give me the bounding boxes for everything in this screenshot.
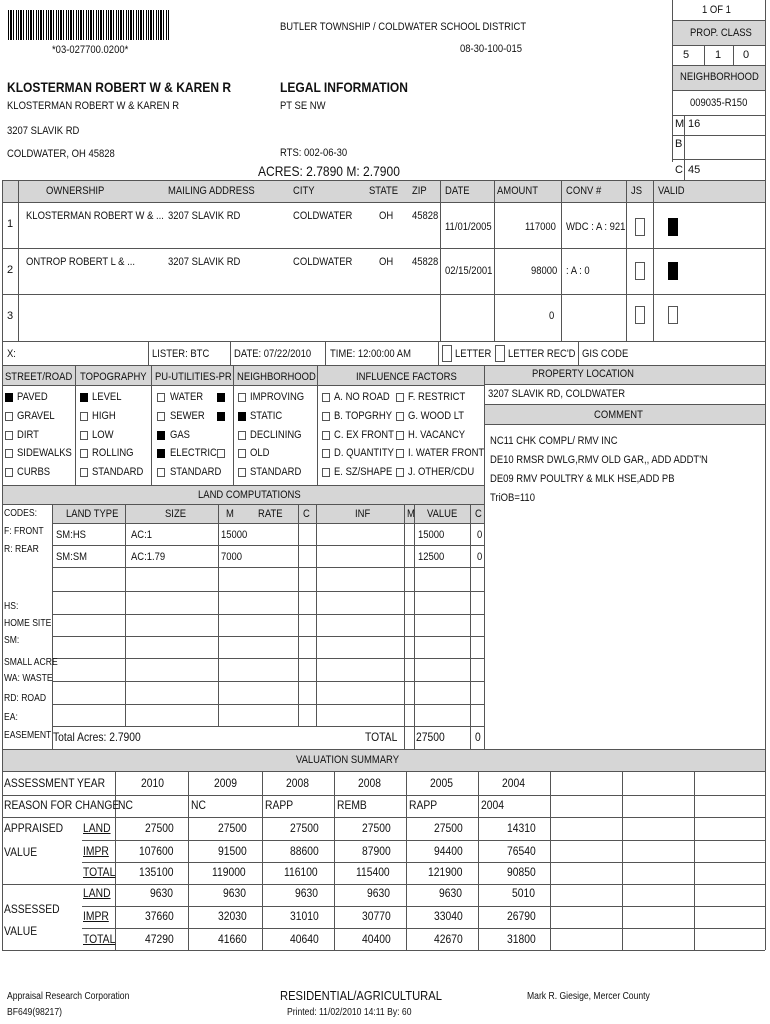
valuation-summary-title: VALUATION SUMMARY: [296, 754, 400, 766]
static-checkbox[interactable]: [238, 412, 246, 421]
printed-info: Printed: 11/02/2010 14:11 By: 60: [287, 1007, 412, 1018]
rolling-checkbox[interactable]: [80, 449, 88, 458]
land-m-cell: 15000: [221, 529, 248, 541]
owner-name-heading: KLOSTERMAN ROBERT W & KAREN R: [7, 79, 232, 95]
assessed-impr-label: IMPR: [83, 909, 109, 923]
county-auditor: Mark R. Giesige, Mercer County: [527, 991, 650, 1002]
assessed-total-cell: 31800: [507, 932, 536, 946]
assessed-total-cell: 47290: [145, 932, 174, 946]
zip-cell: 45828: [412, 210, 439, 222]
c-label: C: [675, 164, 683, 176]
water-label: WATER: [170, 391, 204, 403]
water-pu-checkbox[interactable]: [157, 393, 165, 402]
valid-checkbox[interactable]: [668, 218, 678, 236]
assessed-label: ASSESSED: [4, 902, 60, 916]
header-zip: ZIP: [412, 185, 427, 197]
assessed-land-cell: 5010: [512, 886, 535, 900]
reason-cell: RAPP: [409, 798, 438, 812]
reason-cell: REMB: [337, 798, 367, 812]
form-number: BF649(98217): [7, 1007, 62, 1018]
topgrhy-label: B. TOPGRHY: [334, 410, 393, 422]
assessed-land-cell: 9630: [295, 886, 318, 900]
assessed-land-label: LAND: [83, 886, 111, 900]
appraised-land-cell: 27500: [145, 821, 174, 835]
year-cell: 2005: [430, 776, 453, 790]
conv-cell: WDC : A : 921: [566, 221, 626, 233]
util-standard-label: STANDARD: [170, 466, 222, 478]
assessed-total-cell: 40640: [290, 932, 319, 946]
list-time: TIME: 12:00:00 AM: [330, 348, 411, 360]
assessed-land-cell: 9630: [439, 886, 462, 900]
appraised-total-cell: 135100: [139, 865, 174, 879]
date-cell: 11/01/2005: [445, 221, 492, 233]
code-rear: R: REAR: [4, 544, 39, 555]
assessed-land-cell: 9630: [367, 886, 390, 900]
header-state: STATE: [369, 185, 399, 197]
reason-cell: 2004: [481, 798, 504, 812]
declining-label: DECLINING: [250, 429, 302, 441]
appraised-land-label: LAND: [83, 821, 111, 835]
property-type: RESIDENTIAL/AGRICULTURAL: [280, 988, 442, 1003]
valid-checkbox[interactable]: [668, 262, 678, 280]
property-location-title: PROPERTY LOCATION: [532, 368, 634, 380]
topo-standard-label: STANDARD: [92, 466, 144, 478]
topography-title: TOPOGRAPHY: [80, 371, 147, 383]
land-computations-title: LAND COMPUTATIONS: [198, 489, 301, 501]
b-label: B: [675, 138, 683, 150]
neighborhood-code: 009035-R150: [690, 97, 748, 109]
no-road-checkbox[interactable]: [322, 393, 330, 402]
comment-line: TriOB=110: [490, 492, 535, 504]
page-number: 1 OF 1: [702, 4, 731, 16]
reason-cell: NC: [118, 798, 133, 812]
appraised-total-cell: 90850: [507, 865, 536, 879]
low-checkbox[interactable]: [80, 431, 88, 440]
water-pr-checkbox[interactable]: [217, 393, 225, 402]
comment-line: DE09 RMV POULTRY & MLK HSE,ADD PB: [490, 473, 675, 485]
vacancy-checkbox[interactable]: [396, 431, 404, 440]
assessed-impr-cell: 33040: [434, 909, 463, 923]
nbhd-standard-checkbox[interactable]: [238, 468, 246, 477]
land-type-cell: SM:HS: [56, 529, 86, 541]
header-ownership: OWNERSHIP: [46, 185, 105, 197]
land-size-cell: AC:1: [131, 529, 153, 541]
reason-for-change-label: REASON FOR CHANGE: [4, 798, 120, 812]
appraised-land-cell: 27500: [362, 821, 391, 835]
valid-checkbox[interactable]: [668, 306, 678, 324]
dirt-checkbox[interactable]: [5, 431, 13, 440]
barcode-text: *03-027700.0200*: [52, 44, 129, 56]
paved-label: PAVED: [17, 391, 48, 403]
letter-recd-label: LETTER REC'D: [508, 348, 576, 360]
zip-cell: 45828: [412, 256, 439, 268]
code-ea: EA:: [4, 712, 18, 723]
reason-cell: NC: [191, 798, 206, 812]
assessed-impr-cell: 26790: [507, 909, 536, 923]
declining-checkbox[interactable]: [238, 431, 246, 440]
address-cell: 3207 SLAVIK RD: [168, 256, 241, 268]
code-hs: HS:: [4, 601, 19, 612]
vacancy-label: H. VACANCY: [408, 429, 466, 441]
ex-front-label: C. EX FRONT: [334, 429, 394, 441]
owner-city: COLDWATER, OH 45828: [7, 148, 115, 160]
prop-class-2: 1: [715, 49, 722, 61]
owner-address: 3207 SLAVIK RD: [7, 125, 80, 137]
influence-factors-title: INFLUENCE FACTORS: [356, 371, 457, 383]
appraised-impr-cell: 107600: [139, 844, 174, 858]
utilities-title: PU-UTILITIES-PR: [155, 371, 232, 383]
water-front-label: I. WATER FRONT: [408, 447, 485, 459]
code-home-site: HOME SITE: [4, 618, 52, 629]
state-cell: OH: [379, 256, 394, 268]
quantity-label: D. QUANTITY: [334, 447, 394, 459]
land-value-cell: 15000: [418, 529, 445, 541]
x-coordinate: X:: [7, 348, 16, 360]
appraised-impr-cell: 88600: [290, 844, 319, 858]
rate-header: RATE: [258, 508, 283, 520]
appraised-land-cell: 14310: [507, 821, 536, 835]
electric-label: ELECTRIC: [170, 447, 217, 459]
paved-checkbox[interactable]: [5, 393, 13, 402]
comment-title: COMMENT: [594, 409, 643, 421]
year-cell: 2008: [358, 776, 381, 790]
high-checkbox[interactable]: [80, 412, 88, 421]
assessed-total-cell: 40400: [362, 932, 391, 946]
sewer-label: SEWER: [170, 410, 205, 422]
assessed-land-cell: 9630: [150, 886, 173, 900]
sidewalks-label: SIDEWALKS: [17, 447, 72, 459]
dirt-label: DIRT: [17, 429, 39, 441]
other-cdu-label: J. OTHER/CDU: [408, 466, 475, 478]
land-total-c: 0: [475, 730, 481, 744]
row-number: 3: [7, 310, 14, 322]
assessed-impr-cell: 32030: [218, 909, 247, 923]
js-checkbox[interactable]: [635, 262, 645, 280]
prop-class-3: 0: [743, 49, 750, 61]
assessed-impr-cell: 31010: [290, 909, 319, 923]
property-location: 3207 SLAVIK RD, COLDWATER: [488, 388, 626, 400]
letter-recd-checkbox[interactable]: [495, 345, 505, 362]
owner-cell: KLOSTERMAN ROBERT W & ...: [26, 210, 164, 222]
land-c-cell: 0: [477, 551, 483, 563]
topo-standard-checkbox[interactable]: [80, 468, 88, 477]
improving-checkbox[interactable]: [238, 393, 246, 402]
code-sm: SM:: [4, 635, 20, 646]
assessed-total-cell: 41660: [218, 932, 247, 946]
appraised-total-cell: 116100: [284, 865, 318, 879]
appraised-total-cell: 121900: [428, 865, 463, 879]
land-value-cell: 12500: [418, 551, 445, 563]
gis-code-label: GIS CODE: [582, 348, 629, 360]
land-type-header: LAND TYPE: [66, 508, 119, 520]
restrict-checkbox[interactable]: [396, 393, 404, 402]
sewer-pu-checkbox[interactable]: [157, 412, 165, 421]
year-cell: 2004: [502, 776, 525, 790]
company-name: Appraisal Research Corporation: [7, 991, 130, 1002]
appraised-impr-cell: 91500: [218, 844, 247, 858]
appraised-land-cell: 27500: [434, 821, 463, 835]
appraised-impr-label: IMPR: [83, 844, 109, 858]
row-number: 2: [7, 264, 14, 276]
old-label: OLD: [250, 447, 270, 459]
rts-code: RTS: 002-06-30: [280, 147, 348, 159]
date-cell: 02/15/2001: [445, 265, 493, 277]
appraised-impr-cell: 94400: [434, 844, 463, 858]
row-number: 1: [7, 218, 14, 230]
appraised-label: APPRAISED: [4, 821, 64, 835]
size-header: SIZE: [165, 508, 187, 520]
water-front-checkbox[interactable]: [396, 449, 404, 458]
barcode: [8, 10, 170, 40]
header-date: DATE: [445, 185, 470, 197]
letter-label: LETTER: [455, 348, 492, 360]
codes-label: CODES:: [4, 508, 37, 519]
amount-cell: 117000: [525, 221, 556, 233]
code-road: RD: ROAD: [4, 693, 47, 704]
land-type-cell: SM:SM: [56, 551, 88, 563]
wood-lt-label: G. WOOD LT: [408, 410, 465, 422]
year-cell: 2008: [286, 776, 309, 790]
c-header: C: [303, 508, 310, 520]
appraised-land-cell: 27500: [218, 821, 247, 835]
amount-cell: 0: [549, 310, 555, 322]
code-front: F: FRONT: [4, 526, 44, 537]
comment-line: DE10 RMSR DWLG,RMV OLD GAR,, ADD ADDT'N: [490, 454, 708, 466]
legal-title: LEGAL INFORMATION: [280, 79, 408, 95]
low-label: LOW: [92, 429, 114, 441]
acres: ACRES: 2.7890 M: 2.7900: [258, 163, 400, 179]
level-label: LEVEL: [92, 391, 122, 403]
list-date: DATE: 07/22/2010: [234, 348, 312, 360]
land-size-cell: AC:1.79: [131, 551, 166, 563]
gravel-checkbox[interactable]: [5, 412, 13, 421]
conv-cell: : A : 0: [566, 265, 590, 277]
header-conv: CONV #: [566, 185, 602, 197]
util-standard-checkbox[interactable]: [157, 468, 165, 477]
quantity-checkbox[interactable]: [322, 449, 330, 458]
restrict-label: F. RESTRICT: [408, 391, 466, 403]
amount-cell: 98000: [531, 265, 558, 277]
owner-cell: ONTROP ROBERT L & ...: [26, 256, 136, 268]
gas-pu-checkbox[interactable]: [157, 431, 165, 440]
inf-header: INF: [355, 508, 371, 520]
assessed-impr-cell: 37660: [145, 909, 174, 923]
header-js: JS: [631, 185, 643, 197]
appraised-total-cell: 119000: [212, 865, 246, 879]
code-easement: EASEMENT: [4, 730, 52, 741]
appraised-land-cell: 27500: [290, 821, 319, 835]
value-header: VALUE: [427, 508, 458, 520]
header-mailing-address: MAILING ADDRESS: [168, 185, 255, 197]
city-cell: COLDWATER: [293, 210, 353, 222]
address-cell: 3207 SLAVIK RD: [168, 210, 241, 222]
sewer-pr-checkbox[interactable]: [217, 412, 225, 421]
legal-description: PT SE NW: [280, 100, 326, 112]
other-cdu-checkbox[interactable]: [396, 468, 404, 477]
m-header: M: [226, 508, 234, 520]
c2-header: C: [475, 508, 482, 520]
assessed-land-cell: 9630: [223, 886, 246, 900]
gas-label: GAS: [170, 429, 190, 441]
improving-label: IMPROVING: [250, 391, 305, 403]
assessed-total-label: TOTAL: [83, 932, 116, 946]
assessed-value-label: VALUE: [4, 924, 38, 938]
reason-cell: RAPP: [265, 798, 294, 812]
land-total-value: 27500: [416, 730, 445, 744]
assessed-total-cell: 42670: [434, 932, 463, 946]
header-city: CITY: [293, 185, 315, 197]
nbhd-standard-label: STANDARD: [250, 466, 302, 478]
land-m-cell: 7000: [221, 551, 243, 563]
appraised-impr-cell: 76540: [507, 844, 536, 858]
city-cell: COLDWATER: [293, 256, 353, 268]
street-road-title: STREET/ROAD: [5, 371, 73, 383]
code-waste: WA: WASTE: [4, 673, 53, 684]
neighborhood-label: NEIGHBORHOOD: [680, 71, 759, 83]
static-label: STATIC: [250, 410, 283, 422]
land-total-label: TOTAL: [365, 730, 398, 744]
header-amount: AMOUNT: [497, 185, 538, 197]
prop-class-1: 5: [683, 49, 690, 61]
electric-pu-checkbox[interactable]: [157, 449, 165, 458]
neighborhood-factor-title: NEIGHBORHOOD: [237, 371, 316, 383]
total-acres: Total Acres: 2.7900: [53, 730, 141, 744]
district-name: BUTLER TOWNSHIP / COLDWATER SCHOOL DISTRICT: [280, 21, 527, 33]
curbs-label: CURBS: [17, 466, 51, 478]
appraised-total-label: TOTAL: [83, 865, 116, 879]
wood-lt-checkbox[interactable]: [396, 412, 404, 421]
js-checkbox[interactable]: [635, 306, 645, 324]
sz-shape-checkbox[interactable]: [322, 468, 330, 477]
state-cell: OH: [379, 210, 394, 222]
appraised-value-label: VALUE: [4, 845, 38, 859]
high-label: HIGH: [92, 410, 116, 422]
year-cell: 2009: [214, 776, 237, 790]
js-checkbox[interactable]: [635, 218, 645, 236]
m-label: M: [675, 118, 685, 130]
owner-name: KLOSTERMAN ROBERT W & KAREN R: [7, 100, 180, 112]
no-road-label: A. NO ROAD: [334, 391, 390, 403]
appraised-impr-cell: 87900: [362, 844, 391, 858]
ex-front-checkbox[interactable]: [322, 431, 330, 440]
m-value: 16: [688, 118, 701, 130]
level-checkbox[interactable]: [80, 393, 88, 402]
rolling-label: ROLLING: [92, 447, 134, 459]
assessed-impr-cell: 30770: [362, 909, 391, 923]
header-valid: VALID: [658, 185, 685, 197]
lister: LISTER: BTC: [152, 348, 210, 360]
topgrhy-checkbox[interactable]: [322, 412, 330, 421]
c-value: 45: [688, 164, 701, 176]
old-checkbox[interactable]: [238, 449, 246, 458]
electric-pr-checkbox[interactable]: [217, 449, 225, 458]
gravel-label: GRAVEL: [17, 410, 55, 422]
curbs-checkbox[interactable]: [5, 468, 13, 477]
parcel-number: 08-30-100-015: [460, 43, 523, 55]
land-c-cell: 0: [477, 529, 483, 541]
assessment-year-label: ASSESSMENT YEAR: [4, 776, 106, 790]
appraised-total-cell: 115400: [356, 865, 390, 879]
code-small-acre: SMALL ACRE: [4, 657, 58, 668]
prop-class-label: PROP. CLASS: [690, 27, 752, 39]
letter-checkbox[interactable]: [442, 345, 452, 362]
year-cell: 2010: [141, 776, 164, 790]
m2-header: M: [407, 508, 415, 520]
sidewalks-checkbox[interactable]: [5, 449, 13, 458]
comment-line: NC11 CHK COMPL/ RMV INC: [490, 435, 618, 447]
sz-shape-label: E. SZ/SHAPE: [334, 466, 393, 478]
